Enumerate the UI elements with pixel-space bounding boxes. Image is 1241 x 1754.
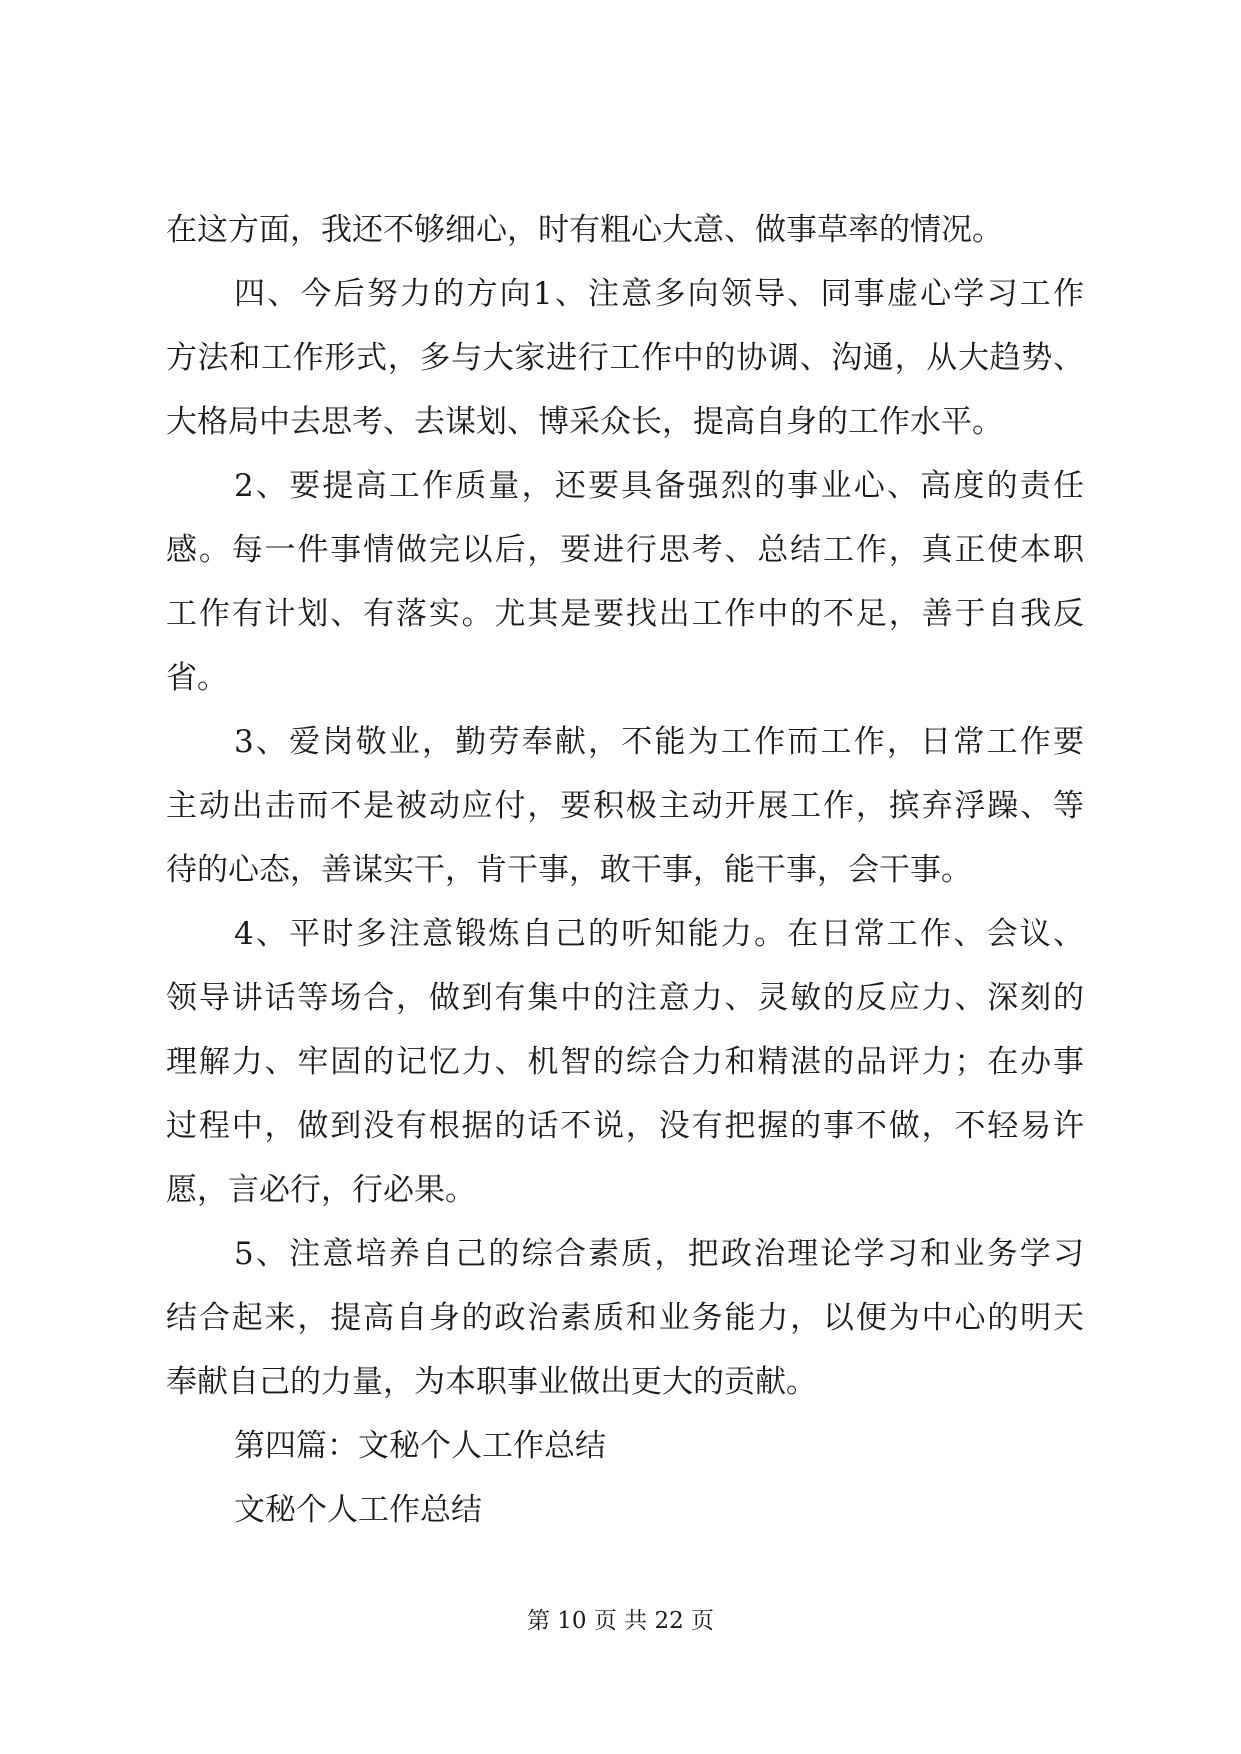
- text-line: 理解力、牢固的记忆力、机智的综合力和精湛的品评力；在办事: [166, 1044, 1084, 1080]
- text-line: 四、今后努力的方向1、注意多向领导、同事虚心学习工作: [234, 276, 1084, 312]
- text-line: 主动出击而不是被动应付，要积极主动开展工作，摈弃浮躁、等: [166, 788, 1084, 824]
- text-line: 4、平时多注意锻炼自己的听知能力。在日常工作、会议、: [234, 916, 1084, 952]
- text-line: 2、要提高工作质量，还要具备强烈的事业心、高度的责任: [234, 468, 1084, 504]
- text-line: 愿，言必行，行必果。: [166, 1172, 476, 1208]
- text-line: 工作有计划、有落实。尤其是要找出工作中的不足，善于自我反: [166, 596, 1084, 632]
- section-heading: 第四篇：文秘个人工作总结: [234, 1428, 606, 1464]
- section-title: 文秘个人工作总结: [234, 1492, 482, 1528]
- text-line: 5、注意培养自己的综合素质，把政治理论学习和业务学习: [234, 1236, 1084, 1272]
- document-body: [166, 198, 1084, 1542]
- text-line: 奉献自己的力量，为本职事业做出更大的贡献。: [166, 1364, 817, 1400]
- text-line: 大格局中去思考、去谋划、博采众长，提高自身的工作水平。: [166, 404, 1003, 440]
- page-number-footer: 第 10 页 共 22 页: [526, 1608, 715, 1634]
- text-line: 待的心态，善谋实干，肯干事，敢干事，能干事，会干事。: [166, 852, 972, 888]
- text-line: 结合起来，提高自身的政治素质和业务能力，以便为中心的明天: [166, 1300, 1084, 1336]
- text-line: 3、爱岗敬业，勤劳奉献，不能为工作而工作，日常工作要: [234, 724, 1084, 760]
- text-line: 省。: [166, 660, 228, 696]
- text-line: 感。每一件事情做完以后，要进行思考、总结工作，真正使本职: [166, 532, 1084, 568]
- text-line: 领导讲话等场合，做到有集中的注意力、灵敏的反应力、深刻的: [166, 980, 1084, 1016]
- text-line: 在这方面，我还不够细心，时有粗心大意、做事草率的情况。: [166, 212, 1003, 248]
- text-line: 方法和工作形式，多与大家进行工作中的协调、沟通，从大趋势、: [166, 340, 1084, 376]
- text-line: 过程中，做到没有根据的话不说，没有把握的事不做，不轻易许: [166, 1108, 1084, 1144]
